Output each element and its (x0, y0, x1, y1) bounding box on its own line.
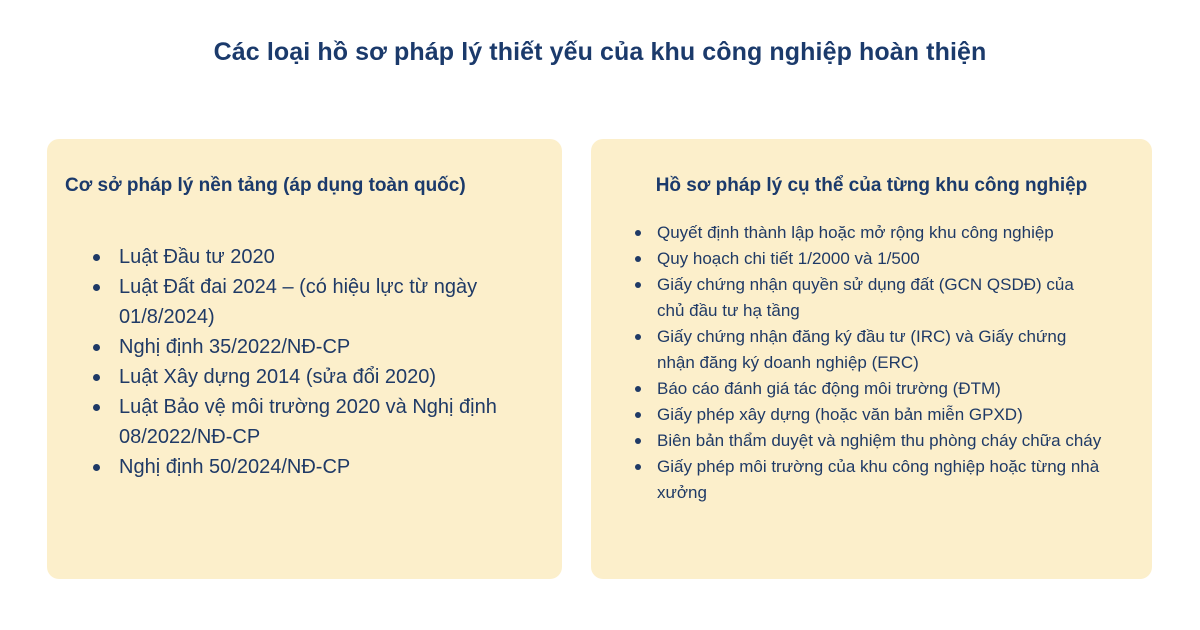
list-item (635, 402, 1105, 428)
list-item-text: Giấy phép môi trường của khu công nghiệp hoặc từng nhà xưởng (657, 457, 1100, 502)
list-item (635, 376, 1105, 402)
list-item-text: Biên bản thẩm duyệt và nghiệm thu phòng cháy chữa cháy (657, 431, 1102, 450)
bullet-icon (93, 464, 100, 471)
list-item (635, 428, 1105, 454)
bullet-icon (93, 404, 100, 411)
bullet-icon (635, 230, 641, 236)
list-item-text: Nghị định 35/2022/NĐ-CP (119, 336, 351, 358)
list-item (93, 362, 523, 392)
list-item (635, 246, 1105, 272)
list-item-text: Giấy chứng nhận quyền sử dụng đất (GCN QSDĐ) của chủ đầu tư hạ tầng (657, 275, 1074, 320)
bullet-icon (635, 334, 641, 340)
bullet-icon (93, 254, 100, 261)
bullet-icon (635, 412, 641, 418)
list-item (93, 332, 523, 362)
list-item-text: Luật Đất đai 2024 – (có hiệu lực từ ngày 01/8/2024) (119, 276, 478, 328)
list-item-text: Báo cáo đánh giá tác động môi trường (ĐTM) (657, 379, 1001, 398)
list-item (93, 272, 523, 332)
bullet-icon (635, 386, 641, 392)
bullet-icon (635, 464, 641, 470)
list-item (635, 324, 1105, 376)
list-item-text: Quyết định thành lập hoặc mở rộng khu công nghiệp (657, 223, 1054, 242)
list-item-text: Nghị định 50/2024/NĐ-CP (119, 456, 351, 478)
list-item (93, 392, 523, 452)
list-item (635, 220, 1105, 246)
legal-foundation-heading: Cơ sở pháp lý nền tảng (áp dụng toàn quốc) (65, 175, 466, 196)
bullet-icon (93, 344, 100, 351)
list-item (93, 242, 523, 272)
park-specific-documents-heading: Hồ sơ pháp lý cụ thể của từng khu công nghiệp (655, 175, 1088, 196)
list-item (635, 272, 1105, 324)
list-item-text: Giấy phép xây dựng (hoặc văn bản miễn GPXD) (657, 405, 1023, 424)
page-title: Các loại hồ sơ pháp lý thiết yếu của khu công nghiệp hoàn thiện (213, 38, 987, 66)
bullet-icon (635, 256, 641, 262)
list-item-text: Giấy chứng nhận đăng ký đầu tư (IRC) và Giấy chứng nhận đăng ký doanh nghiệp (ERC) (657, 327, 1067, 372)
list-item-text: Luật Đầu tư 2020 (119, 246, 275, 268)
bullet-icon (93, 284, 100, 291)
list-item-text: Luật Bảo vệ môi trường 2020 và Nghị định 08/2022/NĐ-CP (119, 396, 497, 448)
legal-foundation-list (93, 242, 523, 482)
legal-foundation-card (47, 139, 562, 579)
list-item-text: Luật Xây dựng 2014 (sửa đổi 2020) (119, 366, 436, 388)
list-item (93, 452, 523, 482)
list-item (635, 454, 1105, 506)
bullet-icon (635, 282, 641, 288)
park-specific-documents-card (591, 139, 1152, 579)
bullet-icon (635, 438, 641, 444)
list-item-text: Quy hoạch chi tiết 1/2000 và 1/500 (657, 249, 920, 268)
bullet-icon (93, 374, 100, 381)
park-specific-documents-list (635, 220, 1105, 506)
